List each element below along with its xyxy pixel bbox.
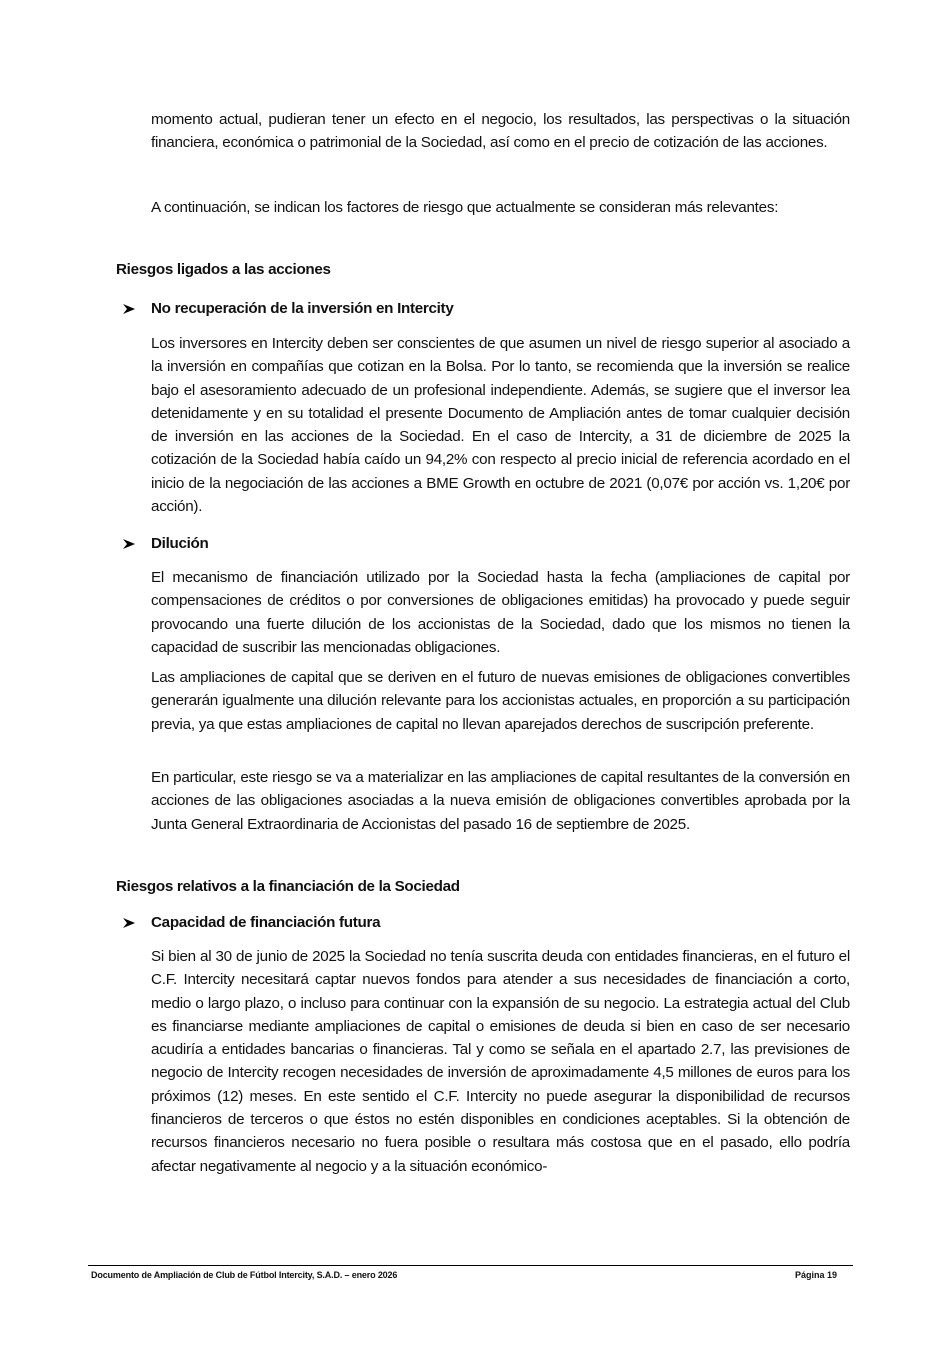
bullet-heading-dilution bbox=[122, 535, 209, 552]
dilution-paragraph-3: En particular, este riesgo se va a materializar en las ampliaciones de capital resultantes de la conversión en acciones de las obligaciones asociadas a la nueva emisión de obligaciones convertibles aprobada por la Junta General Extraordinaria de Accionistas del pasado 16 de septiembre de 2025. bbox=[151, 769, 850, 833]
arrowhead-bullet-icon bbox=[122, 538, 151, 550]
bullet-title: No recuperación de la inversión en Intercity bbox=[151, 300, 454, 317]
bullet-title: Capacidad de financiación futura bbox=[151, 914, 381, 931]
future-financing-paragraph: Si bien al 30 de junio de 2025 la Sociedad no tenía suscrita deuda con entidades financieras, en el futuro el C.F. Intercity necesitará captar nuevos fondos para atender a sus necesidades de financiación a corto, medio o largo plazo, o incluso para continuar con la expansión de su negocio. La estrategia actual del Club es financiarse mediante ampliaciones de capital o emisiones de deuda si bien en caso de ser necesario acudiría a entidades bancarias o financieras. Tal y como se señala en el apartado 2.7, las previsiones de negocio de Intercity recogen necesidades de inversión de aproximadamente 4,5 millones de euros para los próximos (12) meses. En este sentido el C.F. Intercity no puede asegurar la disponibilidad de recursos financieros de terceros o que éstos no estén disponibles en condiciones aceptables. Si la obtención de recursos financieros necesario no fuera posible o resultara más costosa que en el pasado, ello podría afectar negativamente al negocio y a la situación económico- bbox=[151, 948, 850, 1175]
intro-paragraph: A continuación, se indican los factores de riesgo que actualmente se consideran más relevantes: bbox=[151, 199, 779, 216]
section-heading-shares-risks: Riesgos ligados a las acciones bbox=[116, 261, 331, 278]
arrowhead-bullet-icon bbox=[122, 303, 151, 315]
dilution-paragraph-2: Las ampliaciones de capital que se deriven en el futuro de nuevas emisiones de obligaciones convertibles generarán igualmente una dilución relevante para los accionistas actuales, en proporción a su participación previa, ya que estas ampliaciones de capital no llevan aparejados derechos de suscripción preferente. bbox=[151, 669, 850, 733]
dilution-paragraph-1: El mecanismo de financiación utilizado por la Sociedad hasta la fecha (ampliaciones de capital por compensaciones de créditos o por conversiones de obligaciones emitidas) ha provocado y puede seguir provocando una fuerte dilución de los accionistas de la Sociedad, dado que los mismos no tienen la capacidad de suscribir las mencionadas obligaciones. bbox=[151, 569, 850, 656]
intro-continuation-paragraph: momento actual, pudieran tener un efecto en el negocio, los resultados, las perspectivas o la situación financiera, económica o patrimonial de la Sociedad, así como en el precio de cotización de las acciones. bbox=[151, 111, 850, 152]
section-heading-financing-risks: Riesgos relativos a la financiación de la Sociedad bbox=[116, 878, 460, 895]
bullet-title: Dilución bbox=[151, 535, 209, 552]
footer-divider bbox=[88, 1265, 853, 1266]
bullet-heading-future-financing bbox=[122, 914, 380, 931]
arrowhead-bullet-icon bbox=[122, 917, 151, 929]
bullet-heading-investment-recovery bbox=[122, 300, 453, 317]
footer-document-title: Documento de Ampliación de Club de Fútbol Intercity, S.A.D. – enero 2026 bbox=[91, 1270, 398, 1280]
investment-recovery-paragraph: Los inversores en Intercity deben ser conscientes de que asumen un nivel de riesgo superior al asociado a la inversión en compañías que cotizan en la Bolsa. Por lo tanto, se recomienda que la inversión se realice bajo el asesoramiento adecuado de un profesional independiente. Además, se sugiere que el inversor lea detenidamente y en su totalidad el presente Documento de Ampliación antes de tomar cualquier decisión de inversión en las acciones de la Sociedad. En el caso de Intercity, a 31 de diciembre de 2025 la cotización de la Sociedad había caído un 94,2% con respecto al precio inicial de referencia acordado en el inicio de la negociación de las acciones a BME Growth en octubre de 2021 (0,07€ por acción vs. 1,20€ por acción). bbox=[151, 335, 850, 516]
footer-page-number: Página 19 bbox=[795, 1270, 838, 1280]
